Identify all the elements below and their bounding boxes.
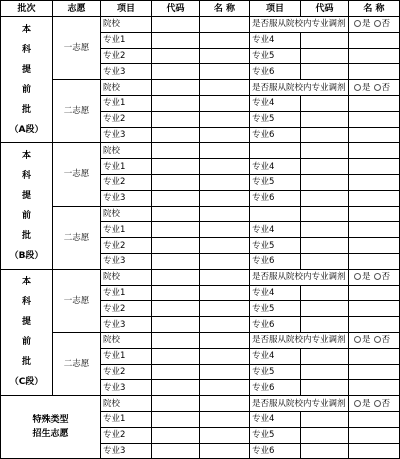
- major5-code-cell[interactable]: [301, 111, 349, 127]
- major3-code-cell[interactable]: [152, 190, 200, 206]
- radio-yes-icon[interactable]: [354, 273, 361, 280]
- major4-code-cell[interactable]: [301, 222, 349, 238]
- major1-label: 专业1: [101, 411, 152, 427]
- major1-label: 专业1: [101, 32, 152, 48]
- major3-code-cell[interactable]: [152, 443, 200, 459]
- adjust-label: 是否服从院校内专业调剂: [250, 332, 349, 348]
- empty-cell: [250, 143, 301, 159]
- major1-label: 专业1: [101, 348, 152, 364]
- empty-cell: [301, 143, 349, 159]
- major6-name-cell[interactable]: [349, 253, 400, 269]
- major1-label: 专业1: [101, 159, 152, 175]
- radio-no-icon[interactable]: [374, 400, 381, 407]
- major5-label: 专业5: [250, 301, 301, 317]
- major6-label: 专业6: [250, 64, 301, 80]
- major3-label: 专业3: [101, 127, 152, 143]
- school-label: 院校: [101, 332, 152, 348]
- major4-code-cell[interactable]: [301, 348, 349, 364]
- school-name-cell[interactable]: [200, 269, 250, 285]
- major3-name-cell[interactable]: [200, 253, 250, 269]
- major1-name-cell[interactable]: [200, 285, 250, 301]
- school-label: 院校: [101, 269, 152, 285]
- major5-code-cell[interactable]: [301, 48, 349, 64]
- radio-yes-icon[interactable]: [354, 20, 361, 27]
- major2-code-cell[interactable]: [152, 111, 200, 127]
- major2-code-cell[interactable]: [152, 174, 200, 190]
- school-name-cell[interactable]: [200, 206, 250, 222]
- major1-label: 专业1: [101, 285, 152, 301]
- school-name-cell[interactable]: [200, 332, 250, 348]
- major2-label: 专业2: [101, 174, 152, 190]
- major4-name-cell[interactable]: [349, 159, 400, 175]
- major4-code-cell[interactable]: [301, 159, 349, 175]
- major2-name-cell[interactable]: [200, 364, 250, 380]
- major6-name-cell[interactable]: [349, 64, 400, 80]
- major3-label: 专业3: [101, 253, 152, 269]
- major6-label: 专业6: [250, 253, 301, 269]
- first-choice-label: 一志愿: [53, 143, 101, 206]
- major6-code-cell[interactable]: [301, 127, 349, 143]
- major5-code-cell[interactable]: [301, 238, 349, 254]
- major2-label: 专业2: [101, 364, 152, 380]
- adjust-options[interactable]: 是 否: [349, 396, 400, 412]
- major1-name-cell[interactable]: [200, 411, 250, 427]
- school-name-cell[interactable]: [200, 396, 250, 412]
- major1-name-cell[interactable]: [200, 95, 250, 111]
- major3-code-cell[interactable]: [152, 380, 200, 396]
- major5-code-cell[interactable]: [301, 427, 349, 443]
- major1-label: 专业1: [101, 95, 152, 111]
- major1-code-cell[interactable]: [152, 222, 200, 238]
- major4-code-cell[interactable]: [301, 285, 349, 301]
- major1-name-cell[interactable]: [200, 348, 250, 364]
- empty-cell: [301, 206, 349, 222]
- major4-label: 专业4: [250, 348, 301, 364]
- major4-label: 专业4: [250, 159, 301, 175]
- adjust-options[interactable]: 是 否: [349, 332, 400, 348]
- header-item-2: 项目: [250, 1, 301, 17]
- major5-name-cell[interactable]: [349, 301, 400, 317]
- header-code-2: 代码: [301, 1, 349, 17]
- first-choice-label: 一志愿: [53, 17, 101, 80]
- major3-label: 专业3: [101, 64, 152, 80]
- major6-code-cell[interactable]: [301, 253, 349, 269]
- major5-code-cell[interactable]: [301, 364, 349, 380]
- major3-code-cell[interactable]: [152, 253, 200, 269]
- major6-code-cell[interactable]: [301, 317, 349, 333]
- radio-yes-icon[interactable]: [354, 400, 361, 407]
- major1-name-cell[interactable]: [200, 159, 250, 175]
- school-code-cell[interactable]: [152, 332, 200, 348]
- radio-no-icon[interactable]: [374, 20, 381, 27]
- major1-name-cell[interactable]: [200, 222, 250, 238]
- major5-label: 专业5: [250, 427, 301, 443]
- major3-name-cell[interactable]: [200, 443, 250, 459]
- major5-code-cell[interactable]: [301, 301, 349, 317]
- school-name-cell[interactable]: [200, 17, 250, 33]
- major2-label: 专业2: [101, 48, 152, 64]
- major2-label: 专业2: [101, 301, 152, 317]
- school-code-cell[interactable]: [152, 17, 200, 33]
- major4-code-cell[interactable]: [301, 95, 349, 111]
- adjust-options[interactable]: 是 否: [349, 17, 400, 33]
- school-name-cell[interactable]: [200, 80, 250, 96]
- radio-yes-icon[interactable]: [354, 84, 361, 91]
- major1-code-cell[interactable]: [152, 348, 200, 364]
- major1-code-cell[interactable]: [152, 411, 200, 427]
- major5-name-cell[interactable]: [349, 364, 400, 380]
- major5-name-cell[interactable]: [349, 174, 400, 190]
- major3-code-cell[interactable]: [152, 317, 200, 333]
- major4-name-cell[interactable]: [349, 285, 400, 301]
- major6-code-cell[interactable]: [301, 190, 349, 206]
- major3-name-cell[interactable]: [200, 380, 250, 396]
- major3-code-cell[interactable]: [152, 127, 200, 143]
- major6-code-cell[interactable]: [301, 64, 349, 80]
- major2-name-cell[interactable]: [200, 427, 250, 443]
- major3-code-cell[interactable]: [152, 64, 200, 80]
- major3-name-cell[interactable]: [200, 317, 250, 333]
- major2-name-cell[interactable]: [200, 111, 250, 127]
- empty-cell: [250, 206, 301, 222]
- radio-yes-icon[interactable]: [354, 336, 361, 343]
- major1-name-cell[interactable]: [200, 32, 250, 48]
- major5-name-cell[interactable]: [349, 238, 400, 254]
- special-type-label: 特殊类型 招生志愿: [1, 396, 101, 459]
- major4-code-cell[interactable]: [301, 411, 349, 427]
- major6-name-cell[interactable]: [349, 317, 400, 333]
- header-row: [1, 1, 400, 17]
- adjust-label: 是否服从院校内专业调剂: [250, 17, 349, 33]
- header-name-2: 名 称: [349, 1, 400, 17]
- second-choice-label: 二志愿: [53, 80, 101, 143]
- header-name: 名 称: [200, 1, 250, 17]
- major5-label: 专业5: [250, 111, 301, 127]
- major1-code-cell[interactable]: [152, 95, 200, 111]
- school-code-cell[interactable]: [152, 143, 200, 159]
- second-choice-label: 二志愿: [53, 206, 101, 269]
- major1-code-cell[interactable]: [152, 32, 200, 48]
- header-batch: 批次: [1, 1, 53, 17]
- major4-label: 专业4: [250, 32, 301, 48]
- major4-label: 专业4: [250, 95, 301, 111]
- major5-name-cell[interactable]: [349, 427, 400, 443]
- major2-code-cell[interactable]: [152, 238, 200, 254]
- major4-label: 专业4: [250, 411, 301, 427]
- major5-label: 专业5: [250, 238, 301, 254]
- major2-label: 专业2: [101, 111, 152, 127]
- first-choice-label: 一志愿: [53, 269, 101, 332]
- major6-name-cell[interactable]: [349, 443, 400, 459]
- major6-label: 专业6: [250, 190, 301, 206]
- radio-no-icon[interactable]: [374, 84, 381, 91]
- major4-name-cell[interactable]: [349, 32, 400, 48]
- major6-label: 专业6: [250, 380, 301, 396]
- school-code-cell[interactable]: [152, 206, 200, 222]
- major1-label: 专业1: [101, 222, 152, 238]
- batch-a-label: 本 科 提 前 批 （A段）: [1, 17, 53, 143]
- empty-cell: [349, 143, 400, 159]
- major6-label: 专业6: [250, 127, 301, 143]
- major4-name-cell[interactable]: [349, 222, 400, 238]
- major2-code-cell[interactable]: [152, 48, 200, 64]
- major2-code-cell[interactable]: [152, 364, 200, 380]
- major3-name-cell[interactable]: [200, 64, 250, 80]
- empty-cell: [349, 206, 400, 222]
- major1-code-cell[interactable]: [152, 285, 200, 301]
- major2-label: 专业2: [101, 238, 152, 254]
- major6-name-cell[interactable]: [349, 127, 400, 143]
- school-code-cell[interactable]: [152, 80, 200, 96]
- major6-label: 专业6: [250, 317, 301, 333]
- major2-name-cell[interactable]: [200, 48, 250, 64]
- major1-code-cell[interactable]: [152, 159, 200, 175]
- major2-name-cell[interactable]: [200, 174, 250, 190]
- major3-label: 专业3: [101, 380, 152, 396]
- major3-label: 专业3: [101, 317, 152, 333]
- adjust-label: 是否服从院校内专业调剂: [250, 269, 349, 285]
- school-label: 院校: [101, 396, 152, 412]
- major2-label: 专业2: [101, 427, 152, 443]
- major5-label: 专业5: [250, 174, 301, 190]
- major4-name-cell[interactable]: [349, 348, 400, 364]
- header-choice: 志愿: [53, 1, 101, 17]
- second-choice-label: 二志愿: [53, 332, 101, 395]
- major3-label: 专业3: [101, 190, 152, 206]
- header-item: 项目: [101, 1, 152, 17]
- major2-name-cell[interactable]: [200, 238, 250, 254]
- major5-name-cell[interactable]: [349, 111, 400, 127]
- school-label: 院校: [101, 206, 152, 222]
- school-code-cell[interactable]: [152, 396, 200, 412]
- major3-name-cell[interactable]: [200, 190, 250, 206]
- major6-label: 专业6: [250, 443, 301, 459]
- major3-name-cell[interactable]: [200, 127, 250, 143]
- school-label: 院校: [101, 80, 152, 96]
- major6-code-cell[interactable]: [301, 380, 349, 396]
- batch-b-label: 本 科 提 前 批 （B段）: [1, 143, 53, 269]
- major3-label: 专业3: [101, 443, 152, 459]
- major4-label: 专业4: [250, 222, 301, 238]
- radio-no-icon[interactable]: [374, 273, 381, 280]
- major6-name-cell[interactable]: [349, 190, 400, 206]
- major5-label: 专业5: [250, 364, 301, 380]
- major5-name-cell[interactable]: [349, 48, 400, 64]
- major5-code-cell[interactable]: [301, 174, 349, 190]
- major6-name-cell[interactable]: [349, 380, 400, 396]
- school-label: 院校: [101, 143, 152, 159]
- school-label: 院校: [101, 17, 152, 33]
- major5-label: 专业5: [250, 48, 301, 64]
- major4-name-cell[interactable]: [349, 411, 400, 427]
- adjust-options[interactable]: 是 否: [349, 269, 400, 285]
- major6-code-cell[interactable]: [301, 443, 349, 459]
- major2-code-cell[interactable]: [152, 427, 200, 443]
- adjust-options[interactable]: 是 否: [349, 80, 400, 96]
- school-code-cell[interactable]: [152, 269, 200, 285]
- header-code: 代码: [152, 1, 200, 17]
- major4-code-cell[interactable]: [301, 32, 349, 48]
- major2-name-cell[interactable]: [200, 301, 250, 317]
- school-name-cell[interactable]: [200, 143, 250, 159]
- radio-no-icon[interactable]: [374, 336, 381, 343]
- major4-label: 专业4: [250, 285, 301, 301]
- major2-code-cell[interactable]: [152, 301, 200, 317]
- major4-name-cell[interactable]: [349, 95, 400, 111]
- adjust-label: 是否服从院校内专业调剂: [250, 80, 349, 96]
- batch-c-label: 本 科 提 前 批 （C段）: [1, 269, 53, 395]
- adjust-label: 是否服从院校内专业调剂: [250, 396, 349, 412]
